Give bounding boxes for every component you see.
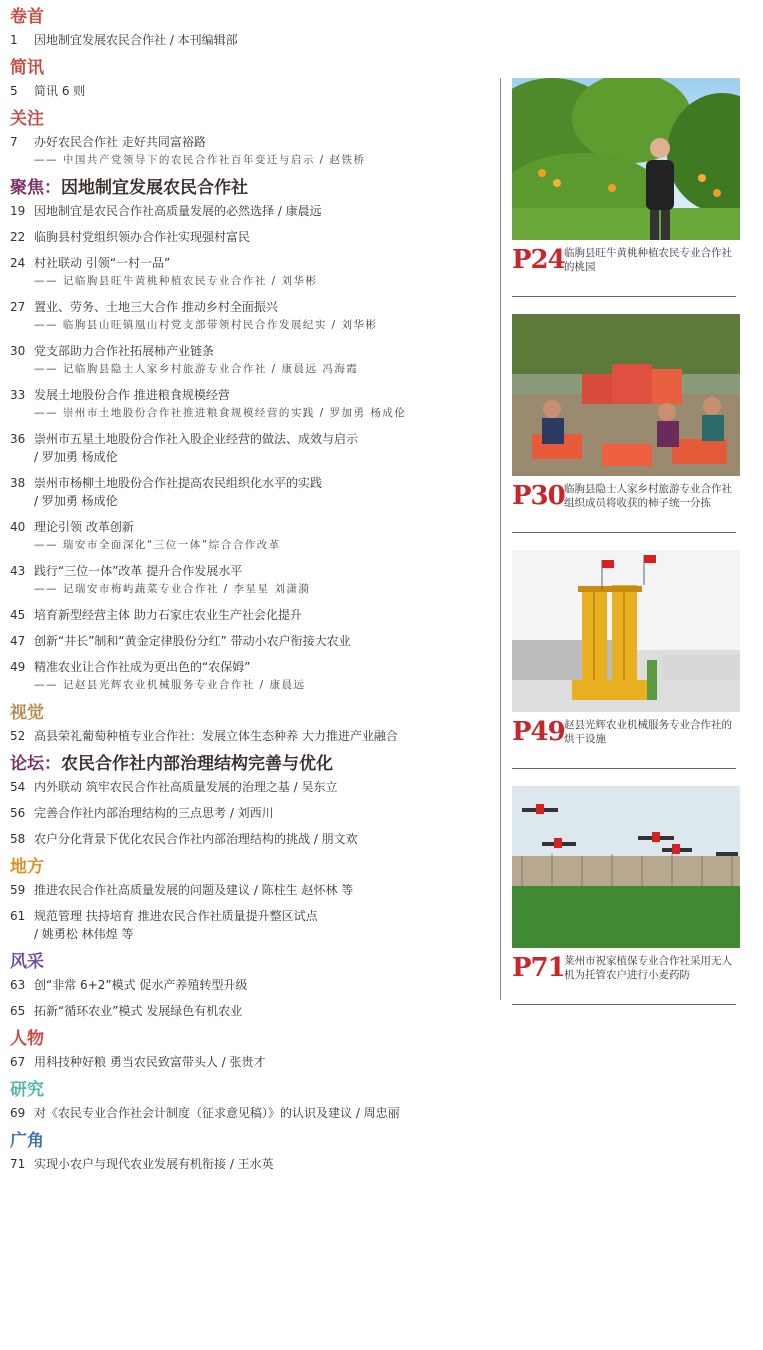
page-number: 56 <box>10 806 26 820</box>
section-title <box>10 108 498 130</box>
toc-section <box>10 753 498 848</box>
section-title <box>10 57 498 79</box>
section-title <box>10 1130 498 1152</box>
page-number: 49 <box>10 660 26 674</box>
entry-main-line <box>10 727 498 745</box>
entry-main-line <box>10 976 498 994</box>
entry-main-line <box>10 474 498 492</box>
section-title-text: 简讯 <box>10 58 44 78</box>
toc-entry[interactable] <box>10 830 498 848</box>
page-number: 71 <box>10 1157 26 1171</box>
caption-rule <box>512 296 736 297</box>
page-number: 67 <box>10 1055 26 1069</box>
column-divider <box>500 78 501 1000</box>
page-number: 22 <box>10 230 26 244</box>
entry-title: 简讯 6 则 <box>34 84 86 98</box>
toc-section <box>10 1130 498 1173</box>
section-title-text: 关注 <box>10 109 44 129</box>
toc-entry[interactable] <box>10 632 498 650</box>
entry-title: 践行“三位一体”改革 提升合作发展水平 <box>34 564 243 578</box>
page-number: 47 <box>10 634 26 648</box>
caption-text: 莱州市祝家植保专业合作社采用无人机为托管农户进行小麦药防 <box>564 955 732 981</box>
page-number: 45 <box>10 608 26 622</box>
table-of-contents <box>10 6 498 1181</box>
section-title <box>10 6 498 28</box>
entry-subtitle: —— 记瑞安市梅屿蔬菜专业合作社 / 李星星 刘潇漪 <box>34 583 311 595</box>
entry-title: 对《农民专业合作社会计制度（征求意见稿）》的认识及建议 / 周忠丽 <box>34 1106 400 1120</box>
section-title-text: 论坛： <box>10 754 61 774</box>
entry-main-line <box>10 632 498 650</box>
entry-main-line <box>10 562 498 580</box>
caption-text: 临朐县旺牛黄桃种植农民专业合作社的桃园 <box>564 247 732 273</box>
caption-page-number: P24 <box>512 245 565 275</box>
entry-title: 农户分化背景下优化农民合作社内部治理结构的挑战 / 朋文欢 <box>34 832 358 846</box>
entry-subtitle: —— 中国共产党领导下的农民合作社百年变迁与启示 / 赵铁桥 <box>34 154 366 166</box>
page-number: 65 <box>10 1004 26 1018</box>
photo-drone-field <box>512 786 740 948</box>
entry-subtitle: —— 记赵县光辉农业机械服务专业合作社 / 康晨远 <box>34 679 306 691</box>
toc-section <box>10 1028 498 1071</box>
toc-entry[interactable] <box>10 804 498 822</box>
photo-card <box>512 314 740 534</box>
page-number: 19 <box>10 204 26 218</box>
entry-main-line <box>10 298 498 316</box>
page-number: 27 <box>10 300 26 314</box>
page-number: 38 <box>10 476 26 490</box>
toc-entry[interactable] <box>10 518 498 554</box>
photo-card <box>512 550 740 770</box>
entry-title: 实现小农户与现代农业发展有机衔接 / 王水英 <box>34 1157 274 1171</box>
entry-subtitle: —— 崇州市土地股份合作社推进粮食规模经营的实践 / 罗加勇 杨成伦 <box>34 407 407 419</box>
toc-entry[interactable] <box>10 606 498 624</box>
entry-main-line <box>10 254 498 272</box>
toc-entry[interactable] <box>10 474 498 510</box>
entry-title: 办好农民合作社 走好共同富裕路 <box>34 135 206 149</box>
toc-section <box>10 702 498 745</box>
page-number: 59 <box>10 883 26 897</box>
section-title-text: 风采 <box>10 952 44 972</box>
entry-title: 崇州市杨柳土地股份合作社提高农民组织化水平的实践 <box>34 476 323 490</box>
page-number: 30 <box>10 344 26 358</box>
toc-entry[interactable] <box>10 1053 498 1071</box>
toc-section <box>10 177 498 694</box>
section-title-text: 聚焦： <box>10 178 61 198</box>
entry-title: 规范管理 扶持培育 推进农民合作社质量提升整区试点 <box>34 909 318 923</box>
page-number: 36 <box>10 432 26 446</box>
entry-main-line <box>10 386 498 404</box>
entry-main-line <box>10 907 498 925</box>
toc-section <box>10 1079 498 1122</box>
entry-title: 创“非常 6+2”模式 促水产养殖转型升级 <box>34 978 248 992</box>
toc-entry[interactable] <box>10 430 498 466</box>
entry-title: 村社联动 引领“一村一品” <box>34 256 171 270</box>
toc-entry[interactable] <box>10 1002 498 1020</box>
page-number: 5 <box>10 84 18 98</box>
entry-author-line: / 罗加勇 杨成伦 <box>34 494 118 508</box>
entry-main-line <box>10 430 498 448</box>
toc-entry[interactable] <box>10 31 498 49</box>
entry-title: 置业、劳务、土地三大合作 推动乡村全面振兴 <box>34 300 278 314</box>
page-number: 61 <box>10 909 26 923</box>
entry-main-line <box>10 830 498 848</box>
toc-entry[interactable] <box>10 133 498 169</box>
section-title <box>10 1079 498 1101</box>
entry-title: 崇州市五星土地股份合作社入股企业经营的做法、成效与启示 <box>34 432 359 446</box>
toc-entry[interactable] <box>10 562 498 598</box>
entry-title: 因地制宜是农民合作社高质量发展的必然选择 / 康晨远 <box>34 204 322 218</box>
photo-persimmon-sorting <box>512 314 740 476</box>
caption-rule <box>512 768 736 769</box>
toc-entry[interactable] <box>10 82 498 100</box>
page-number: 1 <box>10 33 18 47</box>
section-title-text: 人物 <box>10 1029 44 1049</box>
toc-entry[interactable] <box>10 881 498 899</box>
section-title <box>10 702 498 724</box>
entry-main-line <box>10 82 498 100</box>
photo-grain-dryer <box>512 550 740 712</box>
entry-main-line <box>10 202 498 220</box>
toc-entry[interactable] <box>10 342 498 378</box>
entry-main-line <box>10 658 498 676</box>
section-title <box>10 1028 498 1050</box>
caption-page-number: P71 <box>512 953 565 983</box>
entry-title: 内外联动 筑牢农民合作社高质量发展的治理之基 / 吴东立 <box>34 780 338 794</box>
photo-peach-orchard <box>512 78 740 240</box>
entry-title: 推进农民合作社高质量发展的问题及建议 / 陈柱生 赵怀林 等 <box>34 883 354 897</box>
entry-title: 理论引领 改革创新 <box>34 520 134 534</box>
section-title <box>10 951 498 973</box>
section-title-text: 视觉 <box>10 703 44 723</box>
entry-main-line <box>10 133 498 151</box>
entry-main-line <box>10 606 498 624</box>
entry-main-line <box>10 881 498 899</box>
photo-card <box>512 786 740 1006</box>
caption-rule <box>512 1004 736 1005</box>
entry-subtitle: —— 记临朐县旺牛黄桃种植农民专业合作社 / 刘华彬 <box>34 275 318 287</box>
toc-section <box>10 108 498 169</box>
toc-section <box>10 6 498 49</box>
entry-title: 培育新型经营主体 助力石家庄农业生产社会化提升 <box>34 608 302 622</box>
caption-text: 临朐县隐士人家乡村旅游专业合作社组织成员将收获的柿子统一分拣 <box>564 483 732 509</box>
section-title-text: 广角 <box>10 1131 44 1151</box>
entry-title: 发展土地股份合作 推进粮食规模经营 <box>34 388 230 402</box>
caption-text: 赵县光辉农业机械服务专业合作社的烘干设施 <box>564 719 732 745</box>
toc-entry[interactable] <box>10 907 498 943</box>
entry-main-line <box>10 228 498 246</box>
entry-main-line <box>10 804 498 822</box>
entry-main-line <box>10 1104 498 1122</box>
toc-section <box>10 57 498 100</box>
caption-page-number: P30 <box>512 481 565 511</box>
toc-entry[interactable] <box>10 1104 498 1122</box>
entry-title: 因地制宜发展农民合作社 / 本刊编辑部 <box>34 33 238 47</box>
section-subtitle: 农民合作社内部治理结构完善与优化 <box>61 754 333 774</box>
section-title <box>10 177 498 199</box>
page-number: 33 <box>10 388 26 402</box>
entry-title: 完善合作社内部治理结构的三点思考 / 刘西川 <box>34 806 274 820</box>
page-number: 69 <box>10 1106 26 1120</box>
toc-entry[interactable] <box>10 778 498 796</box>
page-number: 40 <box>10 520 26 534</box>
toc-section <box>10 951 498 1020</box>
photo-card <box>512 78 740 298</box>
entry-title: 党支部助力合作社拓展柿产业链条 <box>34 344 215 358</box>
entry-subtitle: —— 临朐县山旺镇凰山村党支部带领村民合作发展纪实 / 刘华彬 <box>34 319 378 331</box>
toc-entry[interactable] <box>10 976 498 994</box>
section-subtitle: 因地制宜发展农民合作社 <box>61 178 248 198</box>
entry-author-line: / 姚勇松 林伟煌 等 <box>34 927 134 941</box>
section-title <box>10 856 498 878</box>
page-number: 54 <box>10 780 26 794</box>
toc-section <box>10 856 498 943</box>
page-number: 24 <box>10 256 26 270</box>
caption-rule <box>512 532 736 533</box>
entry-subtitle: —— 瑞安市全面深化“三位一体”综合合作改革 <box>34 539 281 551</box>
entry-title: 临朐县村党组织领办合作社实现强村富民 <box>34 230 251 244</box>
entry-author-line: / 罗加勇 杨成伦 <box>34 450 118 464</box>
entry-title: 精准农业让合作社成为更出色的“农保姆” <box>34 660 251 674</box>
section-title-text: 卷首 <box>10 7 44 27</box>
toc-entry[interactable] <box>10 298 498 334</box>
page-number: 7 <box>10 135 18 149</box>
toc-entry[interactable] <box>10 228 498 246</box>
toc-entry[interactable] <box>10 386 498 422</box>
entry-main-line <box>10 1155 498 1173</box>
toc-entry[interactable] <box>10 727 498 745</box>
section-title-text: 地方 <box>10 857 44 877</box>
entry-main-line <box>10 518 498 536</box>
page-number: 43 <box>10 564 26 578</box>
caption-page-number: P49 <box>512 717 565 747</box>
entry-title: 拓新“循环农业”模式 发展绿色有机农业 <box>34 1004 243 1018</box>
entry-main-line <box>10 1053 498 1071</box>
page-number: 58 <box>10 832 26 846</box>
entry-main-line <box>10 31 498 49</box>
toc-entry[interactable] <box>10 202 498 220</box>
entry-main-line <box>10 1002 498 1020</box>
page-number: 63 <box>10 978 26 992</box>
photo-sidebar <box>512 78 740 1022</box>
section-title-text: 研究 <box>10 1080 44 1100</box>
entry-title: 高县荣礼葡萄种植专业合作社：发展立体生态种养 大力推进产业融合 <box>34 729 398 743</box>
toc-entry[interactable] <box>10 254 498 290</box>
toc-entry[interactable] <box>10 1155 498 1173</box>
entry-main-line <box>10 342 498 360</box>
entry-title: 用科技种好粮 勇当农民致富带头人 / 张贵才 <box>34 1055 266 1069</box>
entry-main-line <box>10 778 498 796</box>
section-title <box>10 753 498 775</box>
entry-title: 创新“井长”制和“黄金定律股份分红” 带动小农户衔接大农业 <box>34 634 351 648</box>
page-number: 52 <box>10 729 26 743</box>
entry-subtitle: —— 记临朐县隐士人家乡村旅游专业合作社 / 康晨远 冯海霞 <box>34 363 359 375</box>
toc-entry[interactable] <box>10 658 498 694</box>
